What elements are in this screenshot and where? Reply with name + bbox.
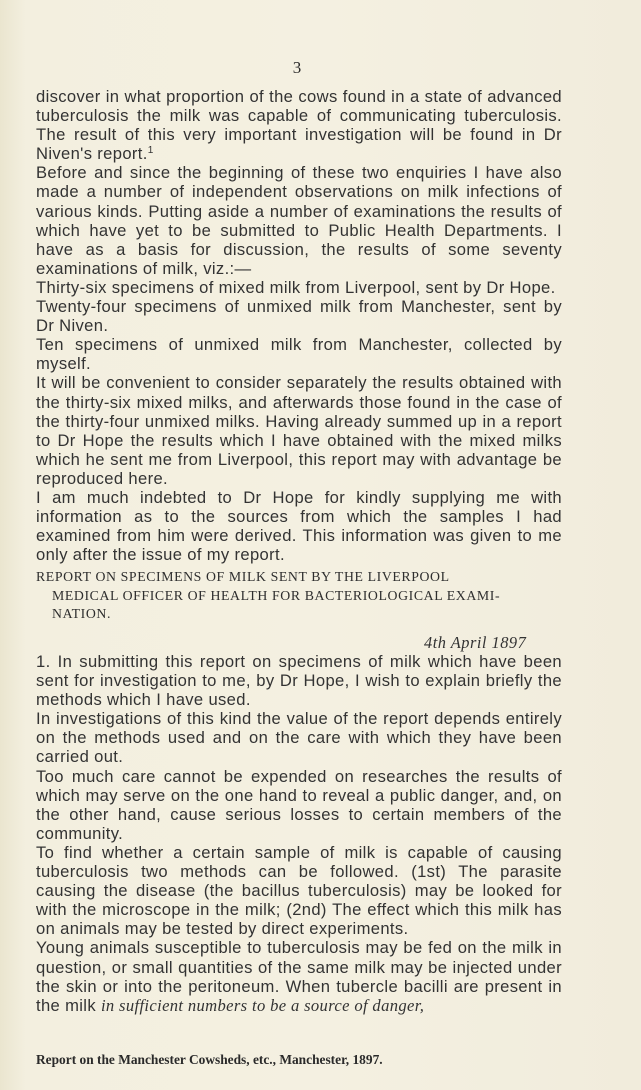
report-heading-line-3: NATION. bbox=[52, 606, 111, 621]
intro-section bbox=[36, 87, 562, 564]
report-paragraph-4: To find whether a certain sample of milk is capable of causing tuberculosis two methods can be followed. (1st) The parasite causing the disease (the bacillus tuberculosis) may be looked for with the microscope in the milk; (2nd) The effect which this milk has on animals may be tested by direct experiments. bbox=[36, 842, 562, 939]
footnote: Report on the Manchester Cowsheds, etc., Manchester, 1897. bbox=[36, 1052, 383, 1067]
report-paragraph-5-text: Young animals susceptible to tuberculosis may be fed on the milk in question, or small quantities of the same milk may be injected under the skin or into the peritoneum. When tubercle bacilli are present in the milk bbox=[36, 938, 562, 1015]
report-heading bbox=[36, 568, 564, 624]
page-number: 3 bbox=[292, 58, 302, 77]
specimen-item-2: Twenty-four specimens of unmixed milk from Manchester, sent by Dr Niven. bbox=[36, 297, 562, 336]
specimen-item-1: Thirty-six specimens of mixed milk from Liverpool, sent by Dr Hope. bbox=[36, 277, 556, 297]
report-heading-line-2: MEDICAL OFFICER OF HEALTH FOR BACTERIOLOGICAL EXAMI- bbox=[52, 587, 501, 603]
intro-paragraph-3: It will be convenient to consider separately the results obtained with the thirty-six mixed milks, and afterwards those found in the case of the thirty-four unmixed milks. Having already summed up in a report to Dr Hope the results which I have obtained with the mixed milks which he sent me from Liverpool, this report may with advantage be reproduced here. bbox=[36, 373, 562, 488]
intro-paragraph-1-text: discover in what proportion of the cows found in a state of advanced tuberculosis the milk was capable of communicating tuberculosis. The result of this very important investigation will be found in Dr Niven's report. bbox=[36, 87, 562, 164]
report-paragraph-3: Too much care cannot be expended on researches the results of which may serve on the one hand to reveal a public danger, and, on the other hand, cause serious losses to certain members of the community. bbox=[36, 766, 562, 843]
report-paragraph-1: 1. In submitting this report on specimens of milk which have been sent for investigation to me, by Dr Hope, I wish to explain briefly the methods which I have used. bbox=[36, 652, 562, 710]
report-paragraph-5 bbox=[36, 938, 562, 1014]
intro-paragraph-4: I am much indebted to Dr Hope for kindly supplying me with information as to the sources from which the samples I had examined from him were derived. This information was given to me only after the issue of my report. bbox=[36, 487, 562, 565]
report-paragraph-2: In investigations of this kind the value of the report depends entirely on the methods used and on the care with which they have been carried out. bbox=[36, 709, 562, 767]
specimen-item-3: Ten specimens of unmixed milk from Manchester, collected by myself. bbox=[36, 335, 562, 374]
footnote-marker: 1 bbox=[147, 145, 154, 157]
intro-paragraph-2: Before and since the beginning of these two enquiries I have also made a number of independent observations on milk infections of various kinds. Putting aside a number of examinations the results of which have yet to be submitted to Public Health Departments. I have as a basis for discussion, the results of some seventy examinations of milk, viz.:— bbox=[36, 163, 562, 278]
report-date: 4th April 1897 bbox=[424, 633, 527, 652]
report-body bbox=[36, 652, 562, 1015]
report-paragraph-5-italic: in sufficient numbers to be a source of danger, bbox=[100, 995, 425, 1015]
intro-paragraph-1 bbox=[36, 87, 562, 163]
report-heading-line-1: REPORT ON SPECIMENS OF MILK SENT BY THE LIVERPOOL bbox=[36, 569, 450, 584]
